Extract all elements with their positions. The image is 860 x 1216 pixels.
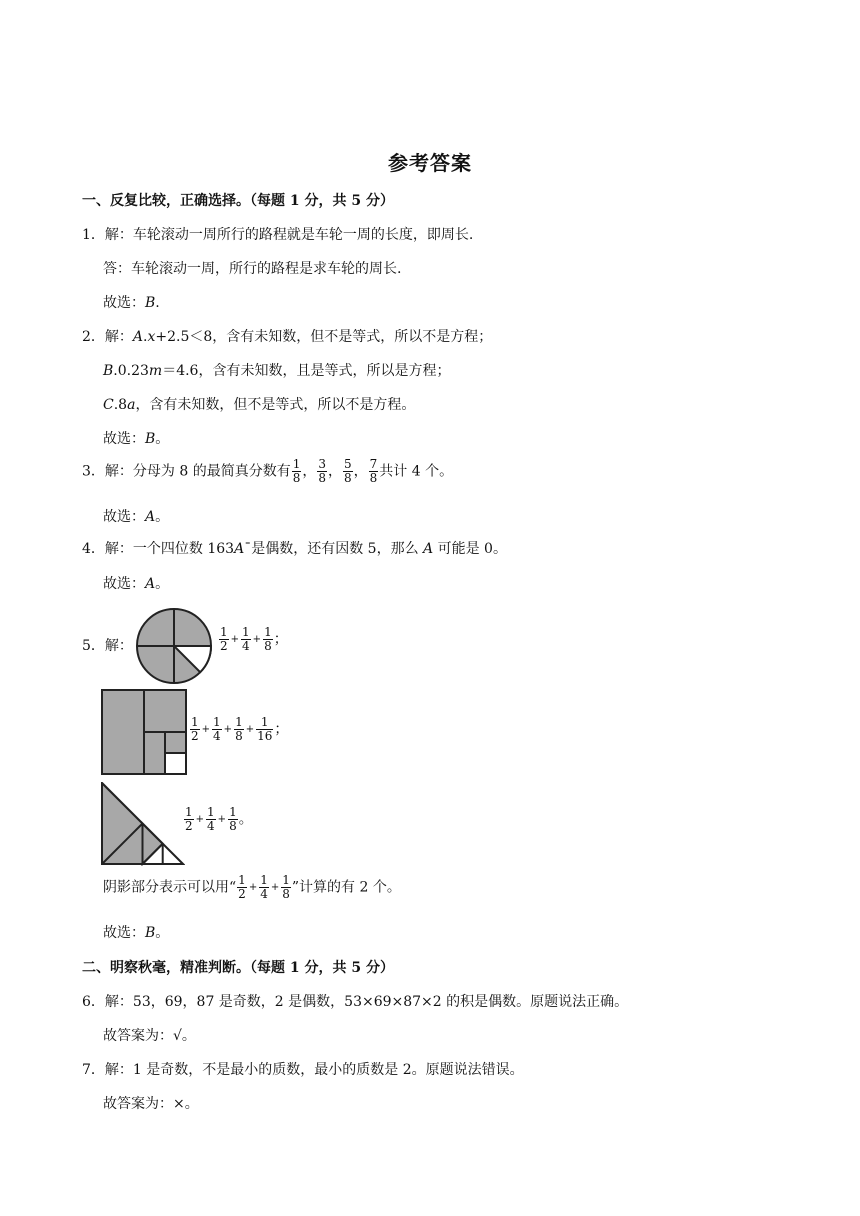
fraction	[212, 716, 222, 743]
variable-A: A	[234, 541, 245, 557]
q4-answer	[103, 573, 169, 593]
q2-c-text: ，含有未知数，但不是等式，所以不是方程。	[135, 397, 416, 413]
numerator: 1	[229, 805, 237, 819]
q2-c-mid: .8	[113, 397, 128, 413]
q3-post: 共计 4 个。	[379, 463, 454, 480]
fraction	[241, 626, 251, 653]
triangle-fraction-figure	[101, 782, 185, 866]
denominator: 8	[292, 471, 301, 485]
denominator: 4	[213, 729, 221, 743]
numerator: 1	[238, 873, 246, 887]
fraction	[259, 874, 269, 901]
numerator: 1	[242, 625, 250, 639]
q2-b-mid: .0.23	[113, 363, 149, 379]
plus-sign: +	[230, 634, 240, 645]
fraction	[281, 874, 291, 901]
numerator: 3	[318, 457, 326, 471]
q1-line-1: 1．解：车轮滚动一周所行的路程就是车轮一周的长度，即周长.	[82, 227, 474, 243]
answer-label: 故选：	[103, 576, 145, 592]
numerator: 1	[191, 715, 199, 729]
denominator: 2	[220, 639, 228, 653]
denominator: 8	[229, 819, 237, 833]
fraction-3-8	[317, 458, 327, 485]
plus-sign: +	[195, 814, 205, 825]
option-b: B	[103, 363, 114, 379]
fraction	[256, 716, 273, 743]
q5-answer	[103, 922, 169, 942]
denominator: 4	[260, 887, 268, 901]
section-2-heading: 二、明察秋毫，精准判断。（每题 1 分，共 5 分）	[82, 960, 394, 976]
denominator: 8	[369, 471, 378, 485]
q5-expression-2	[189, 716, 288, 743]
answer-end: 。	[155, 576, 170, 592]
q2-line-3	[103, 394, 415, 414]
summary-post: ”计算的有 2 个。	[291, 879, 401, 896]
numerator: 5	[344, 457, 352, 471]
fraction	[190, 716, 200, 743]
q2-label: 2．解：	[82, 329, 133, 345]
q4-post: 可能是 0。	[433, 541, 507, 557]
q4-mid: 是偶数，还有因数 5，那么	[251, 541, 424, 557]
denominator: 8	[235, 729, 243, 743]
plus-sign: +	[248, 882, 258, 893]
summary-pre: 阴影部分表示可以用“	[103, 879, 237, 896]
option-c: C	[103, 397, 114, 413]
answer-option: A	[145, 509, 156, 525]
square-fraction-figure	[101, 689, 189, 777]
numerator: 1	[207, 805, 215, 819]
variable-a: a	[127, 397, 136, 413]
numerator: 1	[213, 715, 221, 729]
dot: .	[143, 329, 148, 345]
denominator: 8	[318, 471, 326, 485]
denominator: 8	[282, 887, 290, 901]
answer-end: .	[155, 295, 160, 311]
numerator: 1	[282, 873, 290, 887]
denominator: 4	[242, 639, 250, 653]
numerator: 1	[185, 805, 193, 819]
plus-sign: +	[201, 724, 211, 735]
q1-answer	[103, 292, 160, 312]
separator: ，	[353, 463, 368, 480]
numerator: 1	[220, 625, 228, 639]
q2-line-1	[82, 326, 492, 346]
fraction	[219, 626, 229, 653]
answer-label: 故选：	[103, 431, 145, 447]
answer-end: 。	[155, 925, 170, 941]
answer-option: B	[145, 295, 156, 311]
section-1-heading: 一、反复比较，正确选择。（每题 1 分，共 5 分）	[82, 193, 394, 209]
variable-A: A	[423, 541, 434, 557]
expression-end: 。	[238, 811, 253, 828]
expression-end: ；	[274, 721, 289, 738]
q6-line-1: 6．解：53，69，87 是奇数，2 是偶数，53×69×87×2 的积是偶数。原题说法正确。	[82, 994, 629, 1010]
q4-text: 4．解：一个四位数 163	[82, 541, 235, 557]
plus-sign: +	[270, 882, 280, 893]
q1-line-2: 答：车轮滚动一周，所行的路程是求车轮的周长.	[103, 261, 402, 277]
denominator: 2	[191, 729, 199, 743]
answer-option: B	[145, 925, 156, 941]
denominator: 4	[207, 819, 215, 833]
fraction	[206, 806, 216, 833]
denominator: 2	[185, 819, 193, 833]
q6-answer: 故答案为：√。	[103, 1028, 196, 1044]
fraction	[184, 806, 194, 833]
plus-sign: +	[245, 724, 255, 735]
numerator: 1	[264, 625, 272, 639]
denominator: 16	[257, 729, 273, 743]
answer-label: 故选：	[103, 509, 145, 525]
fraction-7-8	[369, 458, 379, 485]
q7-answer: 故答案为：×。	[103, 1096, 199, 1112]
fraction	[237, 874, 247, 901]
answer-end: 。	[155, 431, 170, 447]
fraction	[228, 806, 238, 833]
separator: ，	[302, 463, 317, 480]
numerator: 1	[260, 873, 268, 887]
answer-label: 故选：	[103, 295, 145, 311]
variable-x: x	[147, 329, 156, 345]
variable-m: m	[148, 363, 163, 379]
circle-fraction-figure	[134, 606, 214, 686]
numerator: 7	[369, 457, 378, 471]
denominator: 8	[264, 639, 272, 653]
plus-sign: +	[223, 724, 233, 735]
overline-mark: ¯	[244, 541, 252, 557]
fraction	[263, 626, 273, 653]
numerator: 1	[292, 457, 301, 471]
q5-expression-1	[218, 626, 288, 653]
plus-sign: +	[217, 814, 227, 825]
q2-b-text: ＝4.6，含有未知数，且是等式，所以是方程；	[162, 363, 451, 379]
q4-line-1	[82, 538, 507, 558]
q3-text: 3．解：分母为 8 的最简真分数有	[82, 463, 291, 480]
q3-answer	[103, 506, 169, 526]
answer-option: B	[145, 431, 156, 447]
fraction	[234, 716, 244, 743]
denominator: 2	[238, 887, 246, 901]
q5-expression-3	[183, 806, 253, 833]
answer-label: 故选：	[103, 925, 145, 941]
separator: ，	[328, 463, 342, 480]
expression-end: ；	[273, 631, 288, 648]
q3-line-1	[82, 458, 453, 485]
denominator: 8	[344, 471, 352, 485]
option-a: A	[132, 329, 144, 345]
answer-option: A	[145, 576, 156, 592]
q2-a-text: +2.5＜8，含有未知数，但不是等式，所以不是方程；	[155, 329, 493, 345]
answer-end: 。	[155, 509, 170, 525]
page-title: 参考答案	[388, 151, 472, 175]
q7-line-1: 7．解：1 是奇数，不是最小的质数，最小的质数是 2。原题说法错误。	[82, 1062, 524, 1078]
fraction-1-8	[292, 458, 302, 485]
numerator: 1	[235, 715, 243, 729]
q5-summary	[103, 874, 401, 901]
q2-line-2	[103, 360, 450, 380]
plus-sign: +	[252, 634, 262, 645]
q2-answer	[103, 428, 169, 448]
fraction-5-8	[343, 458, 353, 485]
q5-label: 5．解：	[82, 638, 133, 654]
numerator: 1	[256, 716, 273, 730]
